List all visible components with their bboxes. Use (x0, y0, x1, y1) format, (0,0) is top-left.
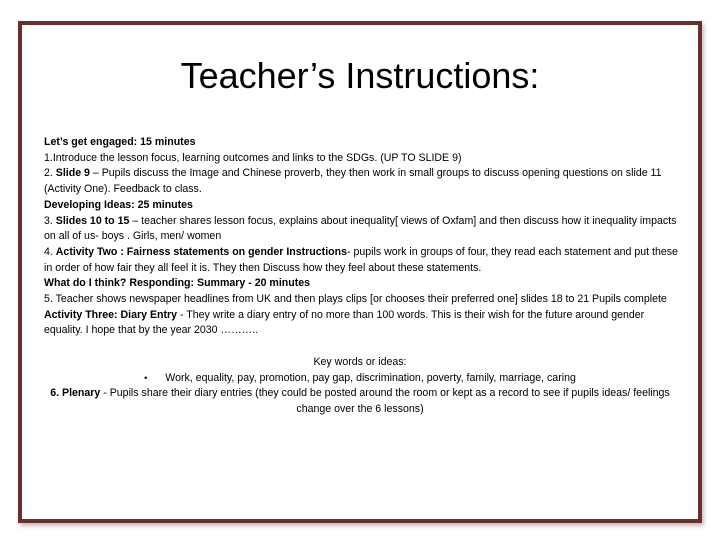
slide-frame (18, 21, 702, 523)
plenary-text: - Pupils share their diary entries (they could be posted around the room or kept as a record to see if pupils ideas/ feelings change over the 6 lessons) (100, 387, 670, 416)
step-2 (44, 166, 678, 197)
bullet-icon: • (144, 372, 148, 383)
engaged-heading: Let’s get engaged: 15 minutes (44, 136, 196, 148)
step-4 (44, 245, 678, 276)
step-3-text: – teacher shares lesson focus, explains about inequality[ views of Oxfam] and then discuss how it inequality impacts on all of us- boys . Girls, men/ women (44, 214, 677, 243)
step-2-number: 2. (44, 167, 56, 180)
keywords-list-item (38, 371, 682, 387)
plenary-label: 6. Plenary (50, 387, 101, 400)
step-4-number: 4. (44, 245, 56, 258)
step-2-slide: Slide 9 (55, 167, 90, 180)
step-1: 1.Introduce the lesson focus, learning outcomes and links to the SDGs. (UP TO SLIDE 9) (44, 151, 462, 164)
step-3 (44, 214, 678, 245)
developing-heading: Developing Ideas: 25 minutes (44, 198, 193, 211)
step-5 (44, 292, 678, 339)
keywords-list: Work, equality, pay, promotion, pay gap, discrimination, poverty, family, marriage, caring (165, 371, 576, 384)
step-5-text-end: - They write a diary entry of no more than 100 words. This is their wish for the future around gender equality. I hope that by the year 2030 ……….. (44, 308, 645, 337)
responding-heading: What do I think? Responding: Summary - 20 minutes (44, 277, 311, 290)
step-3-number: 3. (44, 214, 56, 227)
plenary (38, 386, 682, 417)
step-4-text: - pupils work in groups of four, they read each statement and put these in order of how fair they all feel it is. They then Discuss how they feel about these statements. (44, 245, 678, 274)
slide-title: Teacher’s Instructions: (180, 55, 540, 96)
step-4-activity: Activity Two : Fairness statements on gender Instructions (55, 245, 347, 258)
keywords-heading: Key words or ideas: (313, 356, 407, 368)
step-2-text: – Pupils discuss the Image and Chinese proverb, they then work in small groups to discuss opening questions on slide 11 (Activity One). Feedback to class. (44, 167, 662, 196)
keywords-block (38, 355, 682, 418)
step-3-slides: Slides 10 to 15 (55, 214, 130, 227)
step-5-text-start: 5. Teacher shows newspaper headlines from UK and then plays clips [or chooses their preferred one] slides 18 to 21 Pupils complete (44, 293, 667, 306)
instructions-body (44, 135, 678, 339)
step-5-activity: Activity Three: Diary Entry (44, 308, 178, 321)
